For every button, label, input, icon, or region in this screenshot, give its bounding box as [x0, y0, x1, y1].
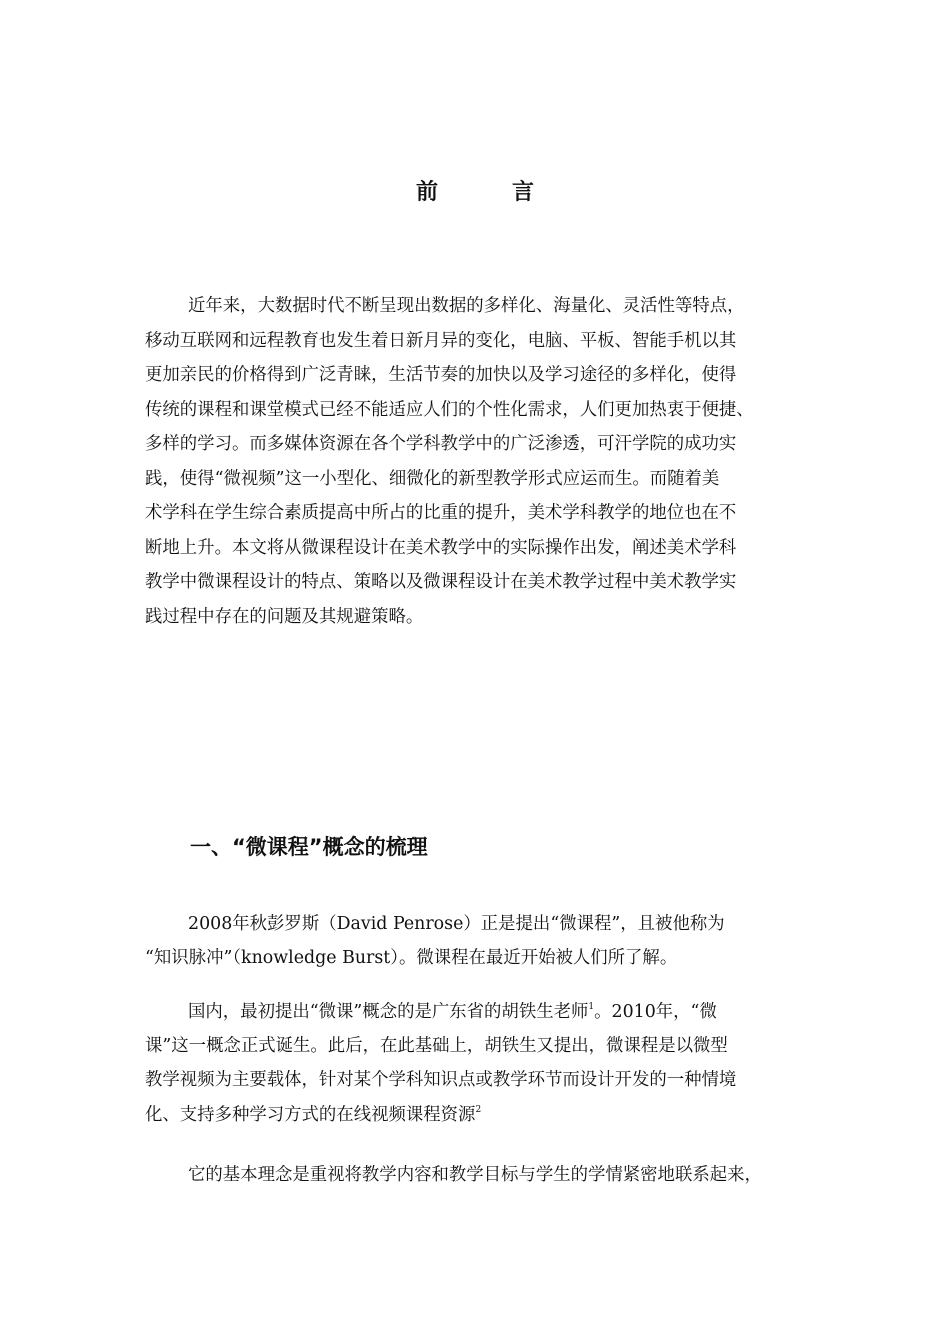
- footnote-marker[interactable]: 1: [588, 1002, 595, 1012]
- footnote-marker[interactable]: 2: [475, 1104, 482, 1115]
- paragraph-text: 。2010年，“微: [594, 1002, 717, 1022]
- preface-line: 践过程中存在的问题及其规避策略。: [145, 606, 424, 627]
- paragraph-line: “知识脉冲”（knowledge Burst）。微课程在最近开始被人们所了解。: [145, 948, 678, 969]
- paragraph-line: 教学视频为主要载体，针对某个学科知识点或教学环节而设计开发的一种情境: [145, 1070, 737, 1091]
- preface-line: 教学中微课程设计的特点、策略以及微课程设计在美术教学过程中美术教学实: [145, 572, 737, 592]
- preface-line: 传统的课程和课堂模式已经不能适应人们的个性化需求，人们更加热衷于便捷、: [145, 399, 754, 420]
- paragraph-line: [145, 1098, 805, 1132]
- section-paragraph-3: [145, 1158, 805, 1192]
- section-heading: 一、“微课程”概念的梳理: [190, 835, 428, 859]
- preface-title: 前 言: [415, 180, 560, 205]
- preface-line: 近年来，大数据时代不断呈现出数据的多样化、海量化、灵活性等特点，: [188, 296, 745, 316]
- preface-line: 移动互联网和远程教育也发生着日新月异的变化，电脑、平板、智能手机以其: [145, 330, 737, 351]
- paragraph-line: 2008年秋彭罗斯（David Penrose）正是提出“微课程”，且被他称为: [188, 914, 725, 934]
- preface-line: 术学科在学生综合素质提高中所占的比重的提升，美术学科教学的地位也在不: [145, 503, 737, 523]
- preface-line: 践，使得“微视频”这一小型化、细微化的新型教学形式应运而生。而随着美: [145, 468, 720, 489]
- preface-line: 更加亲民的价格得到广泛青睐，生活节奏的加快以及学习途径的多样化，使得: [145, 365, 737, 385]
- preface-line: 断地上升。本文将从微课程设计在美术教学中的实际操作出发，阐述美术学科: [145, 537, 737, 558]
- paragraph-line: 课”这一概念正式诞生。此后，在此基础上，胡铁生又提出，微课程是以微型: [145, 1036, 728, 1057]
- preface-paragraph: [145, 289, 805, 634]
- paragraph-line: [145, 995, 805, 1029]
- section-paragraph-2: [145, 995, 805, 1132]
- preface-line: 多样的学习。而多媒体资源在各个学科教学中的广泛渗透，可汗学院的成功实: [145, 434, 737, 454]
- section-paragraph-1: [145, 907, 805, 975]
- paragraph-text: 国内，最初提出“微课”概念的是广东省的胡铁生老师: [188, 1002, 589, 1022]
- paragraph-line: 它的基本理念是重视将教学内容和教学目标与学生的学情紧密地联系起来，: [188, 1165, 762, 1185]
- paragraph-text: 化、支持多种学习方式的在线视频课程资源: [145, 1104, 476, 1125]
